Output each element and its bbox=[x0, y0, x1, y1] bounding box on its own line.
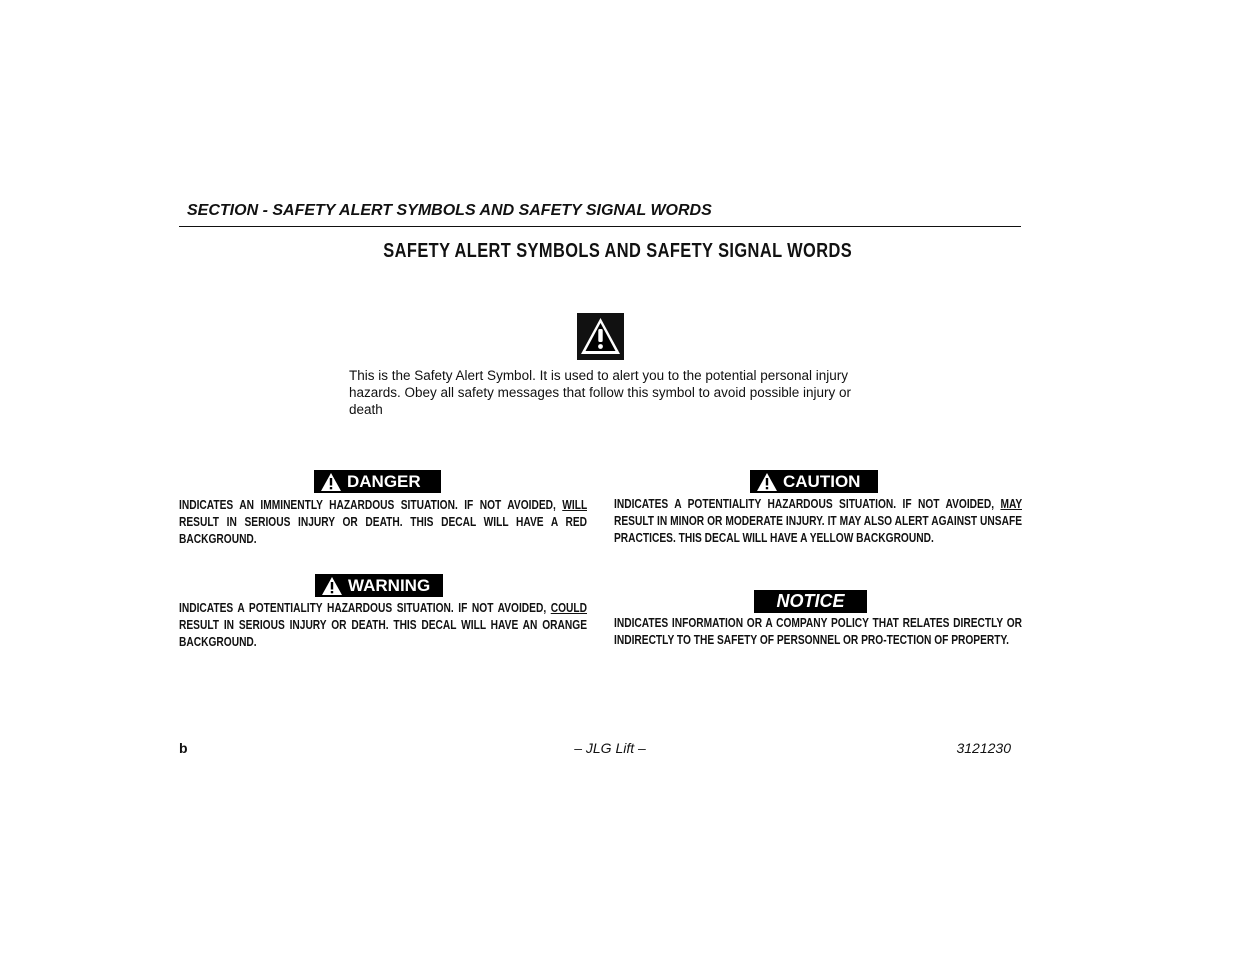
notice-description: INDICATES INFORMATION OR A COMPANY POLICY THAT RELATES DIRECTLY OR INDIRECTLY TO THE SAFETY OF PERSONNEL OR PRO-TECTION OF PROPERTY. bbox=[614, 616, 1022, 647]
danger-decal bbox=[314, 470, 441, 493]
caution-decal bbox=[750, 470, 878, 493]
section-header-title: SECTION - SAFETY ALERT SYMBOLS AND SAFETY SIGNAL WORDS bbox=[187, 202, 712, 219]
header-divider bbox=[179, 226, 1021, 227]
page-number: b bbox=[179, 740, 188, 756]
warning-description: INDICATES A POTENTIALITY HAZARDOUS SITUATION. IF NOT AVOIDED, COULD RESULT IN SERIOUS INJURY OR DEATH. THIS DECAL WILL HAVE AN ORANGE BACKGROUND. bbox=[179, 601, 587, 649]
warning-triangle-icon bbox=[321, 576, 343, 596]
danger-key-word: WILL bbox=[562, 498, 587, 512]
footer-brand: – JLG Lift – bbox=[574, 740, 646, 756]
safety-alert-description: This is the Safety Alert Symbol. It is used to alert you to the potential personal injury hazards. Obey all safety messages that follow this symbol to avoid possible injury or death bbox=[349, 368, 851, 417]
warning-triangle-icon bbox=[756, 472, 778, 492]
document-number: 3121230 bbox=[956, 740, 1011, 756]
notice-label: NOTICE bbox=[776, 591, 845, 611]
warning-triangle-icon bbox=[320, 472, 342, 492]
caution-label: CAUTION bbox=[783, 472, 861, 491]
notice-decal bbox=[754, 590, 867, 613]
danger-description: INDICATES AN IMMINENTLY HAZARDOUS SITUATION. IF NOT AVOIDED, WILL RESULT IN SERIOUS INJURY OR DEATH. THIS DECAL WILL HAVE A RED BACKGROUND. bbox=[179, 498, 587, 546]
page-title: SAFETY ALERT SYMBOLS AND SAFETY SIGNAL WORDS bbox=[383, 240, 853, 262]
warning-label: WARNING bbox=[348, 576, 431, 595]
danger-label: DANGER bbox=[347, 472, 421, 491]
safety-alert-triangle-icon bbox=[577, 313, 624, 360]
caution-description: INDICATES A POTENTIALITY HAZARDOUS SITUATION. IF NOT AVOIDED, MAY RESULT IN MINOR OR MODERATE INJURY. IT MAY ALSO ALERT AGAINST UNSAFE PRACTICES. THIS DECAL WILL HAVE A YELLOW BACKGROUND. bbox=[614, 497, 1022, 545]
warning-key-word: COULD bbox=[550, 601, 587, 615]
caution-key-word: MAY bbox=[1000, 497, 1022, 511]
warning-decal bbox=[315, 574, 443, 597]
